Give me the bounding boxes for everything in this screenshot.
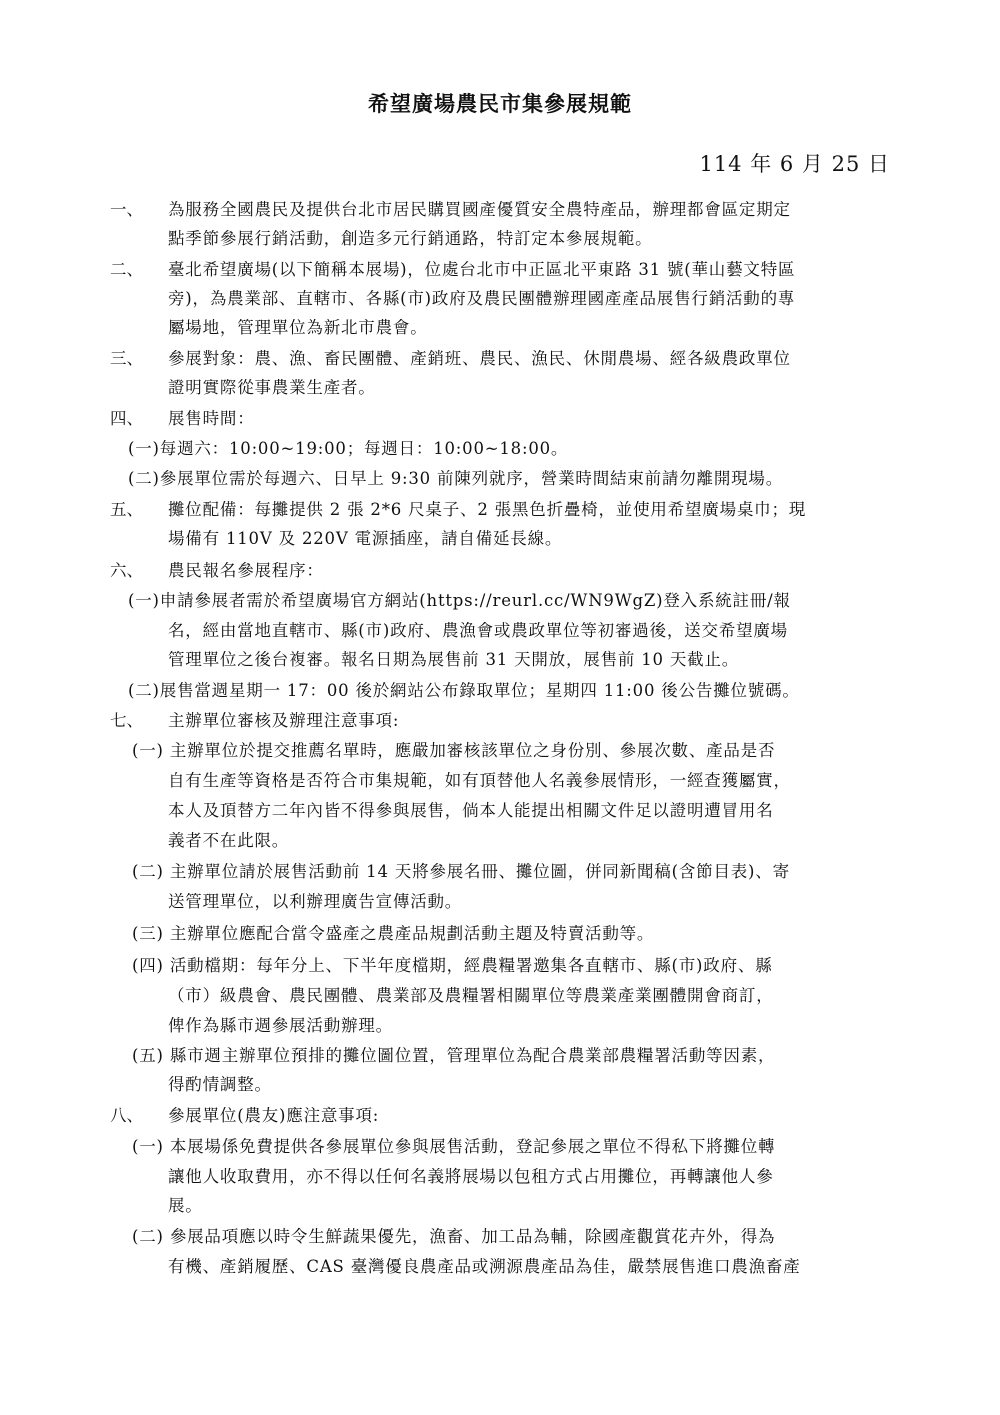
section-6-number: 六、: [110, 561, 143, 580]
section-2-line-1: 臺北希望廣場(以下簡稱本展場)，位處台北市中正區北平東路 31 號(華山藝文特區: [168, 260, 796, 279]
section-8-item-1-line-2: 讓他人收取費用，亦不得以任何名義將展場以包租方式占用攤位，再轉讓他人參: [168, 1167, 774, 1186]
section-8-item-1: (一) 本展場係免費提供各參展單位參與展售活動，登記參展之單位不得私下將攤位轉: [132, 1137, 776, 1156]
section-3-line-2: 證明實際從事農業生產者。: [168, 378, 376, 397]
section-2-line-3: 屬場地，管理單位為新北市農會。: [168, 318, 428, 337]
section-7-item-2-line-2: 送管理單位，以利辦理廣告宣傳活動。: [168, 892, 463, 911]
section-5-line-1: 攤位配備：每攤提供 2 張 2*6 尺桌子、2 張黑色折疊椅，並使用希望廣場桌巾；現: [168, 500, 807, 519]
document-title: 希望廣場農民市集參展規範: [368, 91, 632, 116]
section-1-number: 一、: [110, 200, 143, 219]
section-4-item-1: (一)每週六：10:00~19:00；每週日：10:00~18:00。: [128, 439, 569, 458]
section-4-line-1: 展售時間：: [168, 409, 255, 428]
section-4-number: 四、: [110, 409, 143, 428]
section-7-item-3: (三) 主辦單位應配合當令盛產之農產品規劃活動主題及特賣活動等。: [132, 924, 655, 943]
section-7-item-4-line-2: （市）級農會、農民團體、農業部及農糧署相關單位等農業產業團體開會商訂，: [168, 986, 774, 1005]
section-4-item-2: (二)參展單位需於每週六、日早上 9:30 前陳列就序，營業時間結束前請勿離開現場。: [128, 469, 784, 488]
section-7-item-4-line-3: 俾作為縣市週參展活動辦理。: [168, 1016, 393, 1035]
section-7-item-4: (四) 活動檔期：每年分上、下半年度檔期，經農糧署邀集各直轄市、縣(市)政府、縣: [132, 956, 773, 975]
section-7-item-5: (五) 縣市週主辦單位預排的攤位圖位置，管理單位為配合農業部農糧署活動等因素，: [132, 1046, 776, 1065]
section-6-item-1: (一)申請參展者需於希望廣場官方網站(https://reurl.cc/WN9WgZ)登入系統註冊/報: [128, 591, 791, 610]
section-8-line-1: 參展單位(農友)應注意事項:: [168, 1106, 380, 1125]
section-6-line-1: 農民報名參展程序：: [168, 561, 324, 580]
section-2-number: 二、: [110, 260, 143, 279]
section-5-line-2: 場備有 110V 及 220V 電源插座，請自備延長線。: [168, 529, 563, 548]
section-8-number: 八、: [110, 1106, 143, 1125]
section-6-item-2: (二)展售當週星期一 17：00 後於網站公布錄取單位；星期四 11:00 後公告攤位號碼。: [128, 681, 800, 700]
section-7-item-1-line-4: 義者不在此限。: [168, 831, 290, 850]
section-8-item-2-line-2: 有機、產銷履歷、CAS 臺灣優良農產品或溯源農產品為佳，嚴禁展售進口農漁畜產: [168, 1257, 801, 1276]
section-7-line-1: 主辦單位審核及辦理注意事項:: [168, 711, 400, 730]
section-3-number: 三、: [110, 349, 143, 368]
section-6-item-1-line-2: 名，經由當地直轄市、縣(市)政府、農漁會或農政單位等初審過後，送交希望廣場: [168, 621, 788, 640]
section-7-item-1: (一) 主辦單位於提交推薦名單時，應嚴加審核該單位之身份別、參展次數、產品是否: [132, 741, 776, 760]
section-5-number: 五、: [110, 500, 143, 519]
section-7-item-5-line-2: 得酌情調整。: [168, 1075, 272, 1094]
section-7-item-2: (二) 主辦單位請於展售活動前 14 天將參展名冊、攤位圖，併同新聞稿(含節目表)、寄: [132, 862, 790, 881]
section-3-line-1: 參展對象：農、漁、畜民團體、產銷班、農民、漁民、休閒農場、經各級農政單位: [168, 349, 791, 368]
section-2-line-2: 旁)，為農業部、直轄市、各縣(市)政府及農民團體辦理國產產品展售行銷活動的專: [168, 289, 796, 308]
section-7-number: 七、: [110, 711, 143, 730]
section-8-item-1-line-3: 展。: [168, 1196, 203, 1215]
section-1-line-2: 點季節參展行銷活動，創造多元行銷通路，特訂定本參展規範。: [168, 229, 653, 248]
section-7-item-1-line-2: 自有生產等資格是否符合市集規範，如有頂替他人名義參展情形，一經查獲屬實，: [168, 771, 791, 790]
section-1-line-1: 為服務全國農民及提供台北市居民購買國產優質安全農特產品，辦理都會區定期定: [168, 200, 791, 219]
section-7-item-1-line-3: 本人及頂替方二年內皆不得參與展售，倘本人能提出相關文件足以證明遭冒用名: [168, 801, 774, 820]
section-8-item-2: (二) 參展品項應以時令生鮮蔬果優先，漁畜、加工品為輔，除國產觀賞花卉外，得為: [132, 1227, 776, 1246]
section-6-item-1-line-3: 管理單位之後台複審。報名日期為展售前 31 天開放，展售前 10 天截止。: [168, 650, 740, 669]
document-date: 114 年 6 月 25 日: [699, 152, 890, 176]
